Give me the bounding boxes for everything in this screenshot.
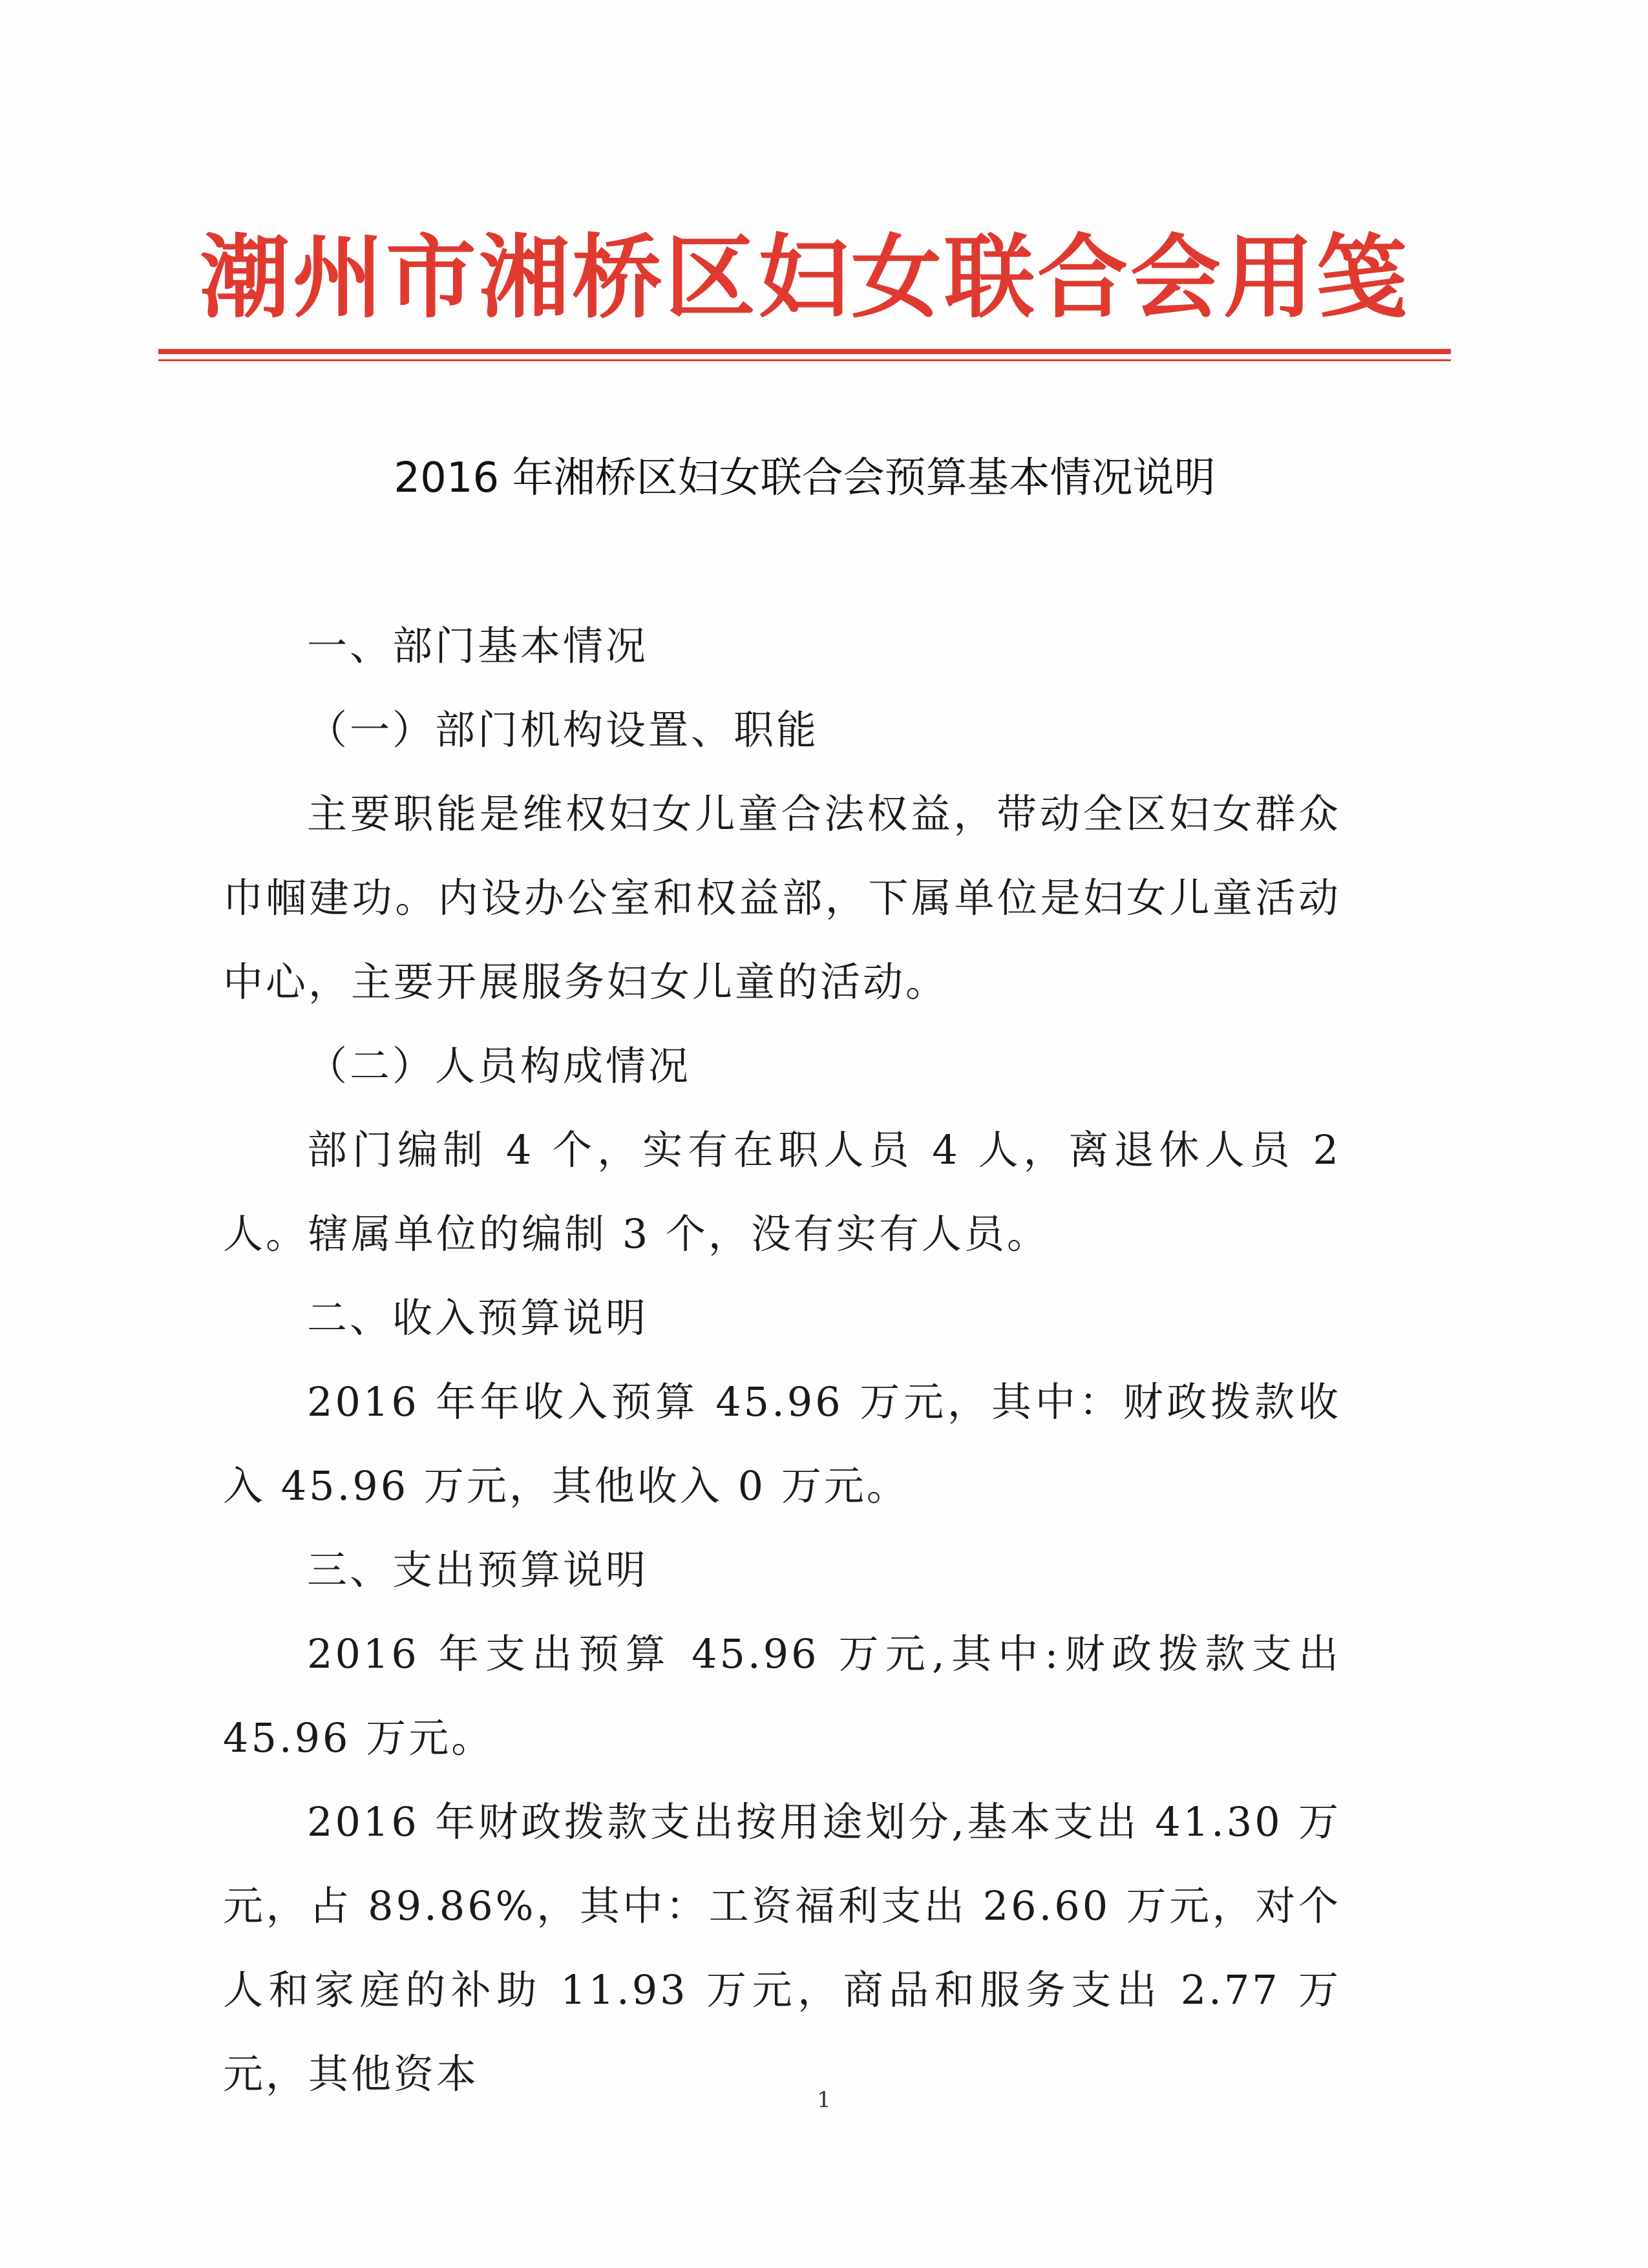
- letterhead-title: 潮州市湘桥区妇女联合会用笺: [199, 225, 1410, 331]
- paragraph-expenditure-total: 2016 年支出预算 45.96 万元,其中:财政拨款支出 45.96 万元。: [223, 1630, 1341, 1761]
- section-heading-organization-functions: （一）部门机构设置、职能: [307, 706, 819, 753]
- paragraph-expenditure-breakdown: 2016 年财政拨款支出按用途划分,基本支出 41.30 万元，占 89.86%，其中：工资福利支出 26.60 万元，对个人和家庭的补助 11.93 万元，商品和服务支出 2.77 万元，其他资本: [223, 1798, 1341, 2097]
- section-heading-department-overview: 一、部门基本情况: [307, 622, 649, 669]
- document-title: 2016 年湘桥区妇女联合会预算基本情况说明: [394, 454, 1216, 502]
- letterhead: [158, 213, 1451, 362]
- page-number: 1: [817, 2087, 831, 2113]
- section-heading-expenditure-budget: 三、支出预算说明: [307, 1546, 649, 1593]
- paragraph-staffing: 部门编制 4 个，实有在职人员 4 人，离退休人员 2 人。辖属单位的编制 3 个，没有实有人员。: [223, 1126, 1341, 1257]
- letterhead-rule-thin: [158, 359, 1451, 361]
- paragraph-income-budget: 2016 年年收入预算 45.96 万元，其中：财政拨款收入 45.96 万元，其他收入 0 万元。: [223, 1378, 1341, 1509]
- paragraph-functions: 主要职能是维权妇女儿童合法权益，带动全区妇女群众巾帼建功。内设办公室和权益部，下属单位是妇女儿童活动中心，主要开展服务妇女儿童的活动。: [223, 790, 1341, 1005]
- section-heading-income-budget: 二、收入预算说明: [307, 1294, 649, 1341]
- letterhead-rule-thick: [158, 349, 1451, 354]
- document-body: [223, 604, 1341, 2116]
- section-heading-staffing: （二）人员构成情况: [307, 1042, 692, 1089]
